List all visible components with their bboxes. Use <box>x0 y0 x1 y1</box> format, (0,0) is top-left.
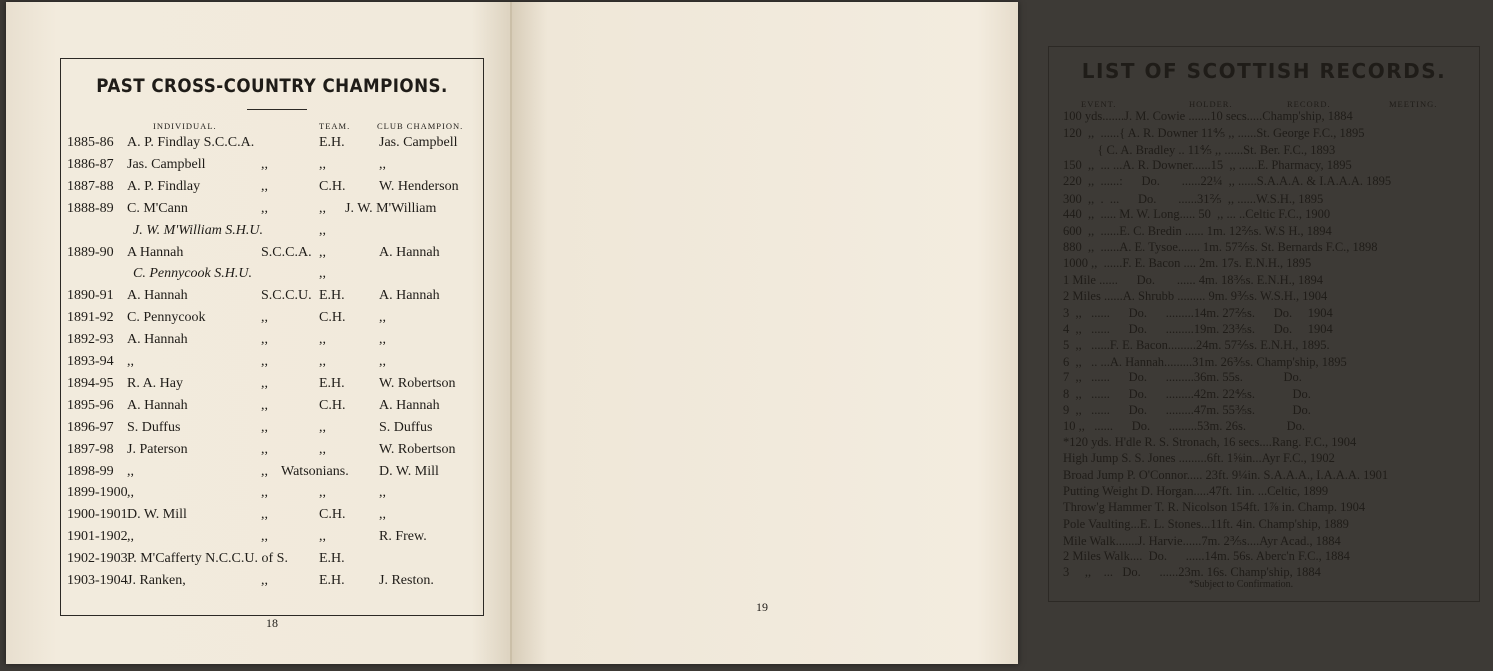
table-row <box>61 551 483 573</box>
cell-team: ,, <box>319 222 326 238</box>
table-row <box>61 464 483 486</box>
cell-season: 1900-1901 <box>67 507 128 523</box>
cell-individual: C. Pennycook S.H.U. <box>133 266 252 282</box>
header-holder: HOLDER. <box>1189 99 1233 109</box>
record-row: 600 ,, ......E. C. Bredin ...... 1m. 12⅖s. W.S H., 1894 <box>1063 224 1332 239</box>
cell-ditto1: ,, <box>261 200 268 216</box>
cell-team: C.H. <box>319 178 346 194</box>
cell-club: ,, <box>379 156 386 172</box>
table-row <box>61 485 483 507</box>
table-row <box>61 529 483 551</box>
record-row: *120 yds. H'dle R. S. Stronach, 16 secs....Rang. F.C., 1904 <box>1063 435 1357 449</box>
cell-season: 1899-1900 <box>67 485 128 501</box>
cell-club: J. Reston. <box>379 573 434 588</box>
cell-ditto1: ,, <box>261 441 268 457</box>
cell-individual: R. A. Hay <box>127 375 183 391</box>
table-row <box>61 266 483 288</box>
cell-club: Jas. Campbell <box>379 135 458 150</box>
record-row: 300 ,, . ... Do. ......31⅖ ,, ......W.S.H., 1895 <box>1063 191 1324 206</box>
header-individual: INDIVIDUAL. <box>153 121 217 131</box>
record-row: Mile Walk.......J. Harvie......7m. 2⅗s....Ayr Acad., 1884 <box>1063 533 1341 548</box>
cell-club: D. W. Mill <box>379 463 439 479</box>
cell-individual: P. M'Cafferty N.C.C.U. of S. <box>127 551 288 567</box>
record-row: 220 ,, ......: Do. ......22¼ ,, ......S.A.A.A. & I.A.A.A. 1895 <box>1063 174 1392 189</box>
cell-ditto1: ,, <box>261 178 268 194</box>
cell-team: ,, <box>319 332 326 348</box>
cell-club: A. Hannah <box>379 397 440 413</box>
cell-individual: ,, <box>127 463 134 479</box>
record-row: 6 ,, .. ...A. Hannah.........31m. 26⅗s. Champ'ship, 1895 <box>1063 354 1347 369</box>
cell-season: 1889-90 <box>67 244 114 260</box>
record-row: 4 ,, ...... Do. .........19m. 23⅗s. Do. 1904 <box>1063 321 1333 336</box>
cell-individual: ,, <box>127 485 134 501</box>
cell-team: ,, <box>319 529 326 545</box>
record-row: Pole Vaulting...E. L. Stones...11ft. 4in. Champ'ship, 1889 <box>1063 516 1349 531</box>
cell-individual: D. W. Mill <box>127 507 187 523</box>
cell-team: E.H. <box>319 551 345 567</box>
cell-season: 1894-95 <box>67 375 114 391</box>
cell-team: E.H. <box>319 375 345 391</box>
cell-season: 1885-86 <box>67 135 114 150</box>
cell-team: E.H. <box>319 135 345 150</box>
cell-club: ,, <box>379 354 386 369</box>
cell-team: E.H. <box>319 573 345 588</box>
cell-season: 1896-97 <box>67 419 114 435</box>
cell-individual: J. W. M'William S.H.U. <box>133 222 264 238</box>
record-row: Throw'g Hammer T. R. Nicolson 154ft. 1⅞ in. Champ. 1904 <box>1063 500 1366 515</box>
cell-season: 1887-88 <box>67 178 114 194</box>
table-row <box>61 201 483 223</box>
cell-season: 1888-89 <box>67 200 114 216</box>
cell-ditto1: ,, <box>261 507 268 523</box>
cell-ditto1: S.C.C.U. <box>261 288 312 304</box>
cell-ditto1: ,, <box>261 156 268 172</box>
cell-ditto1: ,, <box>261 354 268 369</box>
cell-ditto1: ,, <box>261 375 268 391</box>
cell-team: ,, <box>319 266 326 282</box>
cell-individual: A. Hannah <box>127 397 188 413</box>
cell-season: 1890-91 <box>67 288 114 304</box>
cell-ditto1: ,, <box>261 332 268 348</box>
record-row: { C. A. Bradley .. 11⅘ ,, ......St. Ber. F.C., 1893 <box>1063 142 1336 157</box>
record-row: 880 ,, ......A. E. Tysoe....... 1m. 57⅖s. St. Bernards F.C., 1898 <box>1063 240 1378 255</box>
header-meeting: MEETING. <box>1389 99 1438 109</box>
cell-individual: ,, <box>127 529 134 545</box>
table-row <box>61 376 483 398</box>
cell-individual: C. M'Cann <box>127 200 188 216</box>
cell-team: ,, <box>319 419 326 435</box>
cell-season: 1893-94 <box>67 354 114 369</box>
cell-club: S. Duffus <box>379 419 433 435</box>
record-row: 3 ,, ... Do. ......23m. 16s. Champ'ship, 1884 <box>1063 565 1321 580</box>
cell-individual: J. Paterson <box>127 441 188 457</box>
table-row <box>61 223 483 245</box>
cell-team: ,, <box>319 200 326 216</box>
table-row <box>61 157 483 179</box>
cell-team: E.H. <box>319 288 345 304</box>
champions-title: PAST CROSS-COUNTRY CHAMPIONS. <box>96 75 448 97</box>
table-row <box>61 245 483 267</box>
record-row: 440 ,, ..... M. W. Long..... 50 ,, ... ..Celtic F.C., 1900 <box>1063 206 1331 221</box>
cell-team: C.H. <box>319 507 346 523</box>
cell-club: W. Robertson <box>379 375 456 391</box>
cell-season: 1891-92 <box>67 310 114 326</box>
record-row: Putting Weight D. Horgan.....47ft. 1in. ...Celtic, 1899 <box>1063 483 1329 498</box>
cell-season: 1895-96 <box>67 397 114 413</box>
champions-frame <box>60 58 484 616</box>
record-row: High Jump S. S. Jones .........6ft. 1⅝in...Ayr F.C., 1902 <box>1063 451 1335 466</box>
cell-team: C.H. <box>319 397 346 413</box>
cell-season: 1898-99 <box>67 463 114 479</box>
cell-individual: A Hannah <box>127 244 184 260</box>
right-page <box>512 2 1447 664</box>
title-rule <box>247 109 307 110</box>
cell-ditto1: ,, <box>261 310 268 326</box>
cell-team: ,, <box>319 441 326 457</box>
cell-club: W. Robertson <box>379 441 456 457</box>
cell-season: 1897-98 <box>67 441 114 457</box>
record-row: 1000 ,, ......F. E. Bacon .... 2m. 17s. E.N.H., 1895 <box>1063 255 1312 270</box>
cell-season: 1886-87 <box>67 156 114 172</box>
cell-club: ,, <box>379 485 386 501</box>
header-record: RECORD. <box>1287 99 1331 109</box>
record-row: 10 ,, ...... Do. .........53m. 26s. Do. <box>1063 418 1306 433</box>
cell-ditto1: ,, <box>261 529 268 545</box>
page-number-right: 19 <box>756 600 768 614</box>
records-title: LIST OF SCOTTISH RECORDS. <box>1081 59 1447 83</box>
header-team: TEAM. <box>319 121 351 131</box>
cell-individual: A. P. Findlay <box>127 178 201 194</box>
table-row <box>61 573 483 595</box>
table-row <box>61 442 483 464</box>
records-frame <box>1048 46 1480 602</box>
table-row <box>61 420 483 442</box>
cell-individual: A. Hannah <box>127 288 188 304</box>
cell-season: 1892-93 <box>67 332 114 348</box>
cell-club: R. Frew. <box>379 529 427 545</box>
record-row: 150 ,, ... ...A. R. Downer......15 ,, ......E. Pharmacy, 1895 <box>1063 157 1352 172</box>
footnote: *Subject to Confirmation. <box>1189 579 1294 590</box>
table-row <box>61 332 483 354</box>
cell-individual: Jas. Campbell <box>127 156 206 172</box>
cell-club: ,, <box>379 310 386 326</box>
cell-club: A. Hannah <box>379 244 440 260</box>
record-row: 120 ,, ......{ A. R. Downer 11⅘ ,, ......St. George F.C., 1895 <box>1063 126 1365 141</box>
table-row <box>61 398 483 420</box>
cell-club: J. W. M'William <box>345 200 437 216</box>
cell-ditto1: ,, <box>261 485 268 501</box>
record-row: 100 yds.......J. M. Cowie .......10 secs.....Champ'ship, 1884 <box>1063 109 1353 123</box>
record-row: 3 ,, ...... Do. .........14m. 27⅖s. Do. 1904 <box>1063 305 1333 320</box>
header-club-champion: CLUB CHAMPION. <box>377 121 464 131</box>
cell-team: ,, <box>319 156 326 172</box>
record-row: 1 Mile ...... Do. ...... 4m. 18⅗s. E.N.H., 1894 <box>1063 273 1324 287</box>
cell-club: ,, <box>379 332 386 348</box>
cell-ditto1: S.C.C.A. <box>261 244 312 260</box>
cell-club: W. Henderson <box>379 178 459 194</box>
header-event: EVENT. <box>1081 99 1117 109</box>
record-row: 8 ,, ...... Do. .........42m. 22⅘s. Do. <box>1063 387 1311 402</box>
record-row: 9 ,, ...... Do. .........47m. 55⅗s. Do. <box>1063 403 1311 418</box>
open-booklet <box>6 2 1447 664</box>
record-row: 2 Miles Walk.... Do. ......14m. 56s. Aberc'n F.C., 1884 <box>1063 549 1350 564</box>
table-row <box>61 288 483 310</box>
cell-ditto1: ,, <box>261 419 268 435</box>
table-row <box>61 354 483 376</box>
cell-individual: J. Ranken, <box>127 573 186 588</box>
left-page <box>6 2 512 664</box>
cell-team: ,, <box>319 244 326 260</box>
cell-club: ,, <box>379 507 386 523</box>
cell-season: 1903-1904 <box>67 573 128 588</box>
cell-team: Watsonians. <box>281 463 349 479</box>
table-row <box>61 135 483 157</box>
cell-individual: A. Hannah <box>127 332 188 348</box>
cell-club: A. Hannah <box>379 288 440 304</box>
cell-team: ,, <box>319 354 326 369</box>
record-row: Broad Jump P. O'Connor..... 23ft. 9¼in. S.A.A.A., I.A.A.A. 1901 <box>1063 467 1389 482</box>
cell-team: C.H. <box>319 310 346 326</box>
cell-individual: ,, <box>127 354 134 369</box>
record-row: 5 ,, ......F. E. Bacon.........24m. 57⅖s. E.N.H., 1895. <box>1063 338 1330 353</box>
table-row <box>61 507 483 529</box>
cell-individual: A. P. Findlay S.C.C.A. <box>127 135 255 150</box>
page-number-left: 18 <box>266 616 278 630</box>
cell-ditto1: ,, <box>261 397 268 413</box>
cell-season: 1902-1903 <box>67 551 128 567</box>
table-row <box>61 310 483 332</box>
cell-season: 1901-1902 <box>67 529 128 545</box>
record-row: 7 ,, ...... Do. .........36m. 55s. Do. <box>1063 369 1302 384</box>
cell-individual: C. Pennycook <box>127 310 206 326</box>
cell-ditto1: ,, <box>261 463 268 479</box>
table-row <box>61 179 483 201</box>
cell-ditto1: ,, <box>261 573 268 588</box>
cell-team: ,, <box>319 485 326 501</box>
cell-individual: S. Duffus <box>127 419 181 435</box>
record-row: 2 Miles ......A. Shrubb ......... 9m. 9⅗s. W.S.H., 1904 <box>1063 289 1328 304</box>
